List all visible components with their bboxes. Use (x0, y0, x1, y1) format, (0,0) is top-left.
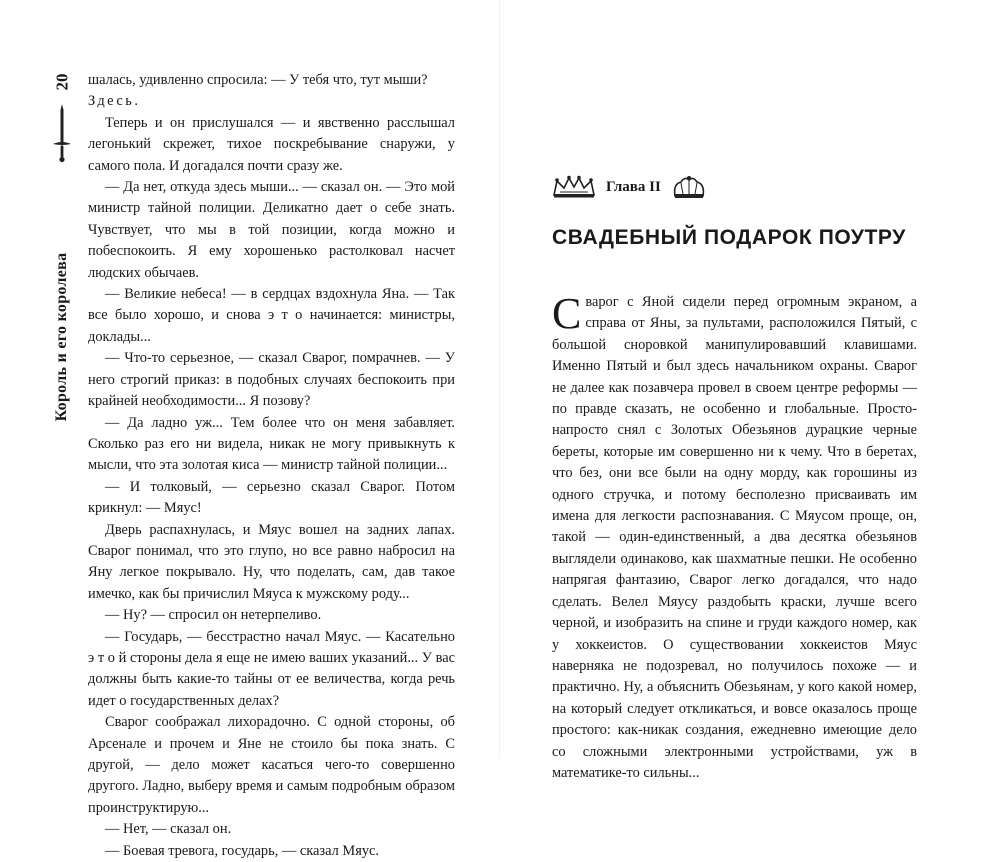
paragraph: — Великие небеса! — в сердцах вздохнула Яна. — Так все было хорошо, и снова э т о начинается: министры, доклады... (88, 286, 455, 345)
drop-cap: С (552, 289, 582, 338)
paragraph: шалась, удивленно спросила: — У тебя что, тут мыши? (88, 72, 428, 88)
paragraph: — Боевая тревога, государь, — сказал Мяус. (105, 842, 379, 859)
running-head: Король и его королева (53, 252, 70, 422)
paragraph: — Ну? — спросил он нетерпеливо. (105, 607, 322, 624)
paragraph: Теперь и он прислушался — и явственно расслышал легонький скрежет, тихое поскребывание снаружи, у самого пола. И догадался почти сразу же. (88, 114, 455, 174)
crown-left-icon (552, 175, 596, 199)
left-text-column (88, 70, 455, 862)
running-head-block (48, 72, 76, 422)
paragraph: — Государь, — бесстрастно начал Мяус. — Касательно э т о й стороны дела я еще не имею ваших указаний... У вас должны быть какие-то тайны от ее величества, когда речь идет о государственных делах? (88, 628, 455, 709)
chapter-opening-paragraph (552, 289, 917, 784)
paragraph: — Что-то серьезное, — сказал Сварог, помрачнев. — У него строгий приказ: в подобных случаях беспокоить при крайней необходимости... Я позову? (88, 350, 455, 410)
sword-ornament-icon (50, 102, 74, 164)
right-page (500, 0, 1000, 781)
chapter-title: СВАДЕБНЫЙ ПОДАРОК ПОУТРУ (552, 226, 906, 249)
crown-right-icon (671, 174, 707, 200)
spaced-word: Здесь. (88, 93, 141, 110)
paragraph: — Да нет, откуда здесь мыши... — сказал он. — Это мой министр тайной полиции. Деликатно дает о себе знать. Чувствует, что мы в той позиции, когда можно и побеспокоить. Я ему хорошенько растолковал насчет людских обычаев. (88, 179, 455, 281)
chapter-body: варог с Яной сидели перед огромным экраном, а справа от Яны, за пультами, расположился Пятый, с большой сноровкой манипулировавший клавишами. Именно Пятый и был здесь начальником охраны. Сварог не далее как позавчера провел в своем центре реформы — по правде сказать, не особенно и глобальные. Просто-напросто снял с Золотых Обезьянов дурацкие черные береты, которые им совершенно ни к чему. Что в беретах, что без, они все были на одну морду, как горошины из одного стручка, и потому бесполезно присваивать им имена для легкости распознавания. С Мяусом проще, он, такой — один-единственный, а два десятка обезьянов выглядели одинаково, как шахматные пешки. Не особенно напрягая фантазию, Сварог легко догадался, что надо сделать. Велел Мяусу раздобыть краски, лучше всего черной, и изобразить на спине и груди каждого номер, как у хоккеистов. О существовании хоккеистов Мяус наверняка не подозревал, но получилось похоже — и практично. Ну, а объяснить Обезьянам, у кого какой номер, на который следует откликаться, и вовсе оказалось проще простого: как-никак создания, ежедневно имеющие дело со сложными электронными устройствами, уж в математике-то сильны... (552, 294, 917, 781)
right-text-column (552, 289, 917, 784)
paragraph: Сварог соображал лихорадочно. С одной стороны, об Арсенале и прочем и Яне не стоило бы пока знать. С другой, — дело может касаться чего-то совершенно другого. Ладно, выберу время и самым подробным образом проинструктирую... (88, 714, 455, 816)
page-number: 20 (52, 73, 71, 91)
chapter-heading (552, 172, 917, 202)
paragraph: Дверь распахнулась, и Мяус вошел на задних лапах. Сварог понимал, что это глупо, но все равно набросил на Яну легкое покрывало. Ну, что поделать, сам, дав такое имечко, как бы причислил Мяуса к мужскому роду... (88, 521, 455, 602)
chapter-label: Глава II (606, 178, 661, 195)
paragraph: — Да ладно уж... Тем более что он меня забавляет. Сколько раз его ни видела, никак не могу привыкнуть к мысли, что эта золотая киса — министр тайной полиции... (88, 414, 455, 474)
paragraph: — И толковый, — серьезно сказал Сварог. Потом крикнул: — Мяус! (88, 478, 455, 517)
left-page (0, 0, 500, 859)
paragraph: — Нет, — сказал он. (105, 821, 232, 838)
